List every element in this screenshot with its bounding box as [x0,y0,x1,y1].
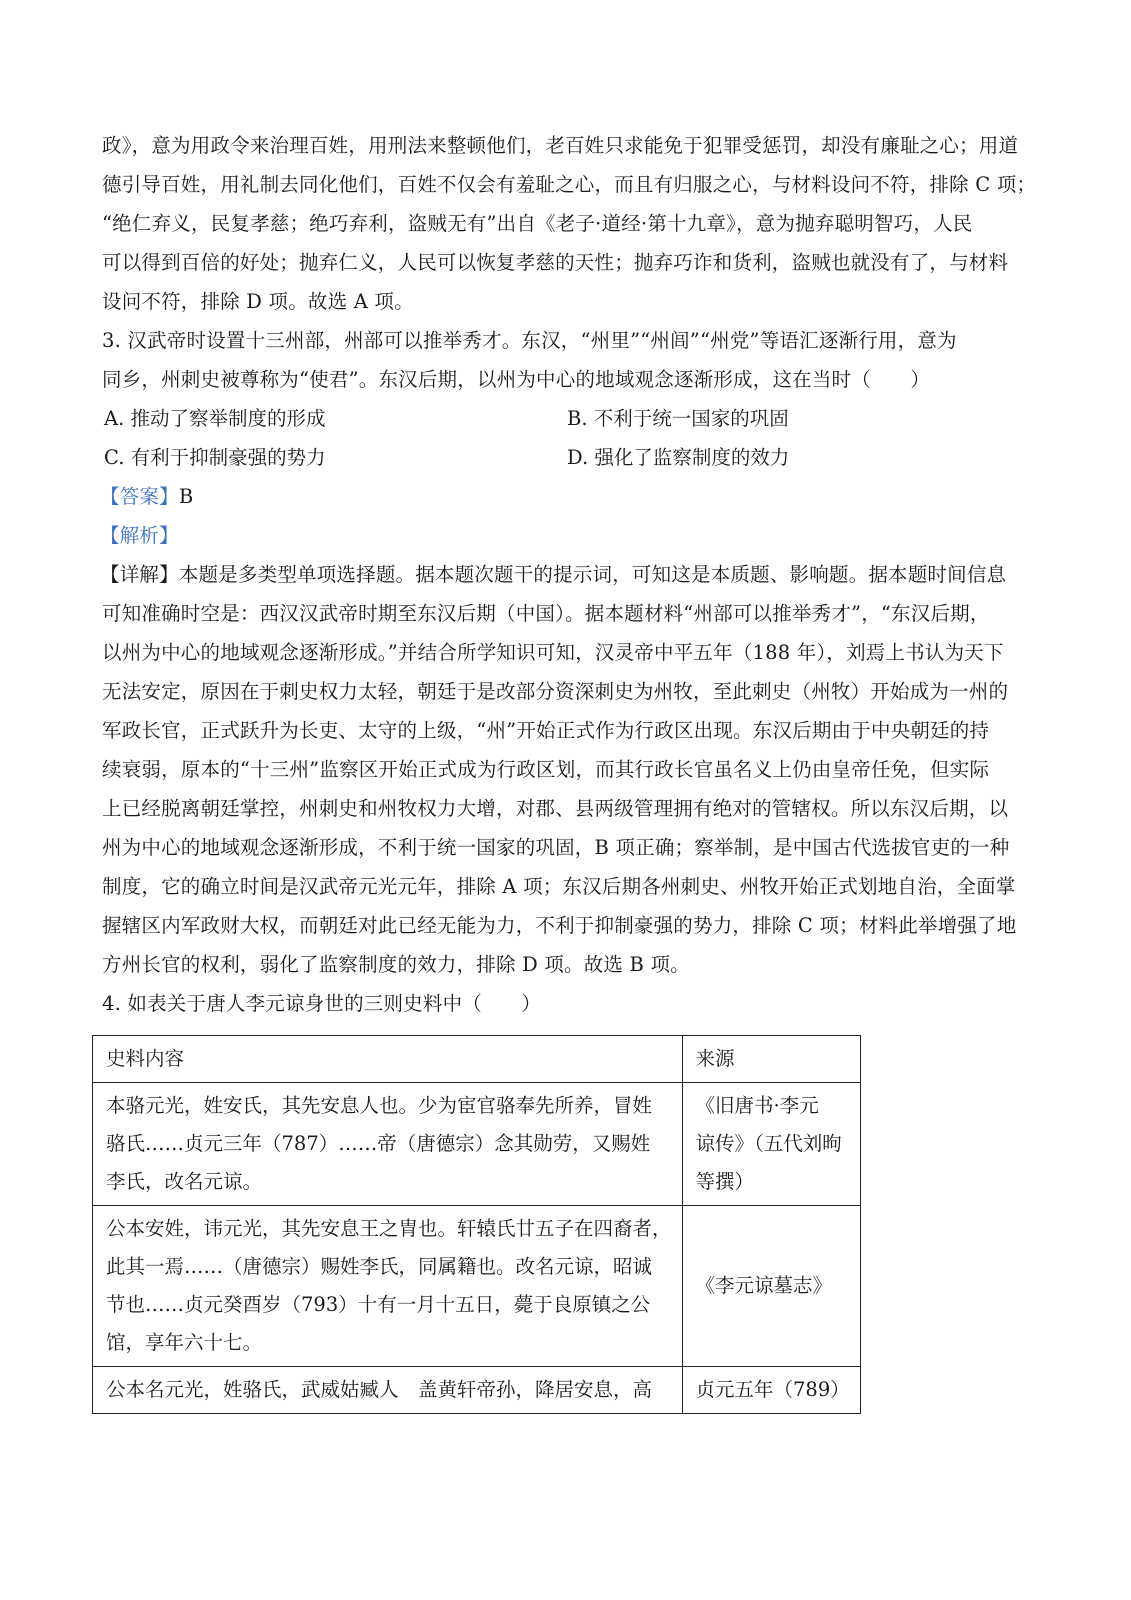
table-row [93,1206,861,1367]
table-cell-source [682,1083,860,1206]
question-3-stem: 同乡，州刺史被尊称为“使君”。东汉后期，以州为中心的地域观念逐渐形成，这在当时（ ） [102,368,931,391]
cell-line: 节也……贞元癸酉岁（793）十有一月十五日，薨于良原镇之公 [106,1293,651,1316]
text-line: “绝仁弃义，民复孝慈；绝巧弃利，盗贼无有”出自《老子·道经·第十九章》，意为抛弃聪明智巧，人民 [102,212,973,235]
cell-line: 谅传》（五代刘昫 [695,1132,842,1155]
table-cell-content [93,1083,683,1206]
table-header-content: 史料内容 [93,1036,683,1083]
source-table [92,1035,861,1414]
analysis-line [100,522,1030,550]
detail-line: 方州长官的权利，弱化了监察制度的效力，排除 D 项。故选 B 项。 [102,953,690,976]
table-header-row [93,1036,861,1083]
table-cell-source [682,1367,860,1414]
detail-line: 制度，它的确立时间是汉武帝元光元年，排除 A 项；东汉后期各州刺史、州牧开始正式划地自治，全面掌 [102,875,1016,898]
text-line: 政》，意为用政令来治理百姓，用刑法来整顿他们，老百姓只求能免于犯罪受惩罚，却没有廉耻之心；用道 [102,134,1019,157]
option-a: A. 推动了察举制度的形成 [104,407,326,430]
text-line: 设问不符，排除 D 项。故选 A 项。 [102,290,414,313]
table-cell-content [93,1206,683,1367]
detail-line: 州为中心的地域观念逐渐形成，不利于统一国家的巩固，B 项正确；察举制，是中国古代选拔官吏的一种 [102,836,1010,859]
detail-line: 无法安定，原因在于刺史权力太轻，朝廷于是改部分资深刺史为州牧，至此刺史（州牧）开始成为一州的 [102,680,1009,703]
option-c: C. 有利于抑制豪强的势力 [104,446,326,469]
table-row [93,1083,861,1206]
cell-line: 贞元五年（789） [695,1378,850,1401]
question-3-stem: 3. 汉武帝时设置十三州部，州部可以推举秀才。东汉，“州里”“州闾”“州党”等语汇逐渐行用，意为 [102,329,957,352]
cell-line: 馆，享年六十七。 [106,1331,263,1354]
detail-line: 上已经脱离朝廷掌控，州刺史和州牧权力大增，对郡、县两级管理拥有绝对的管辖权。所以东汉后期，以 [102,797,1009,820]
text-line: 德引导百姓，用礼制去同化他们，百姓不仅会有羞耻之心，而且有归服之心，与材料设问不符，排除 C 项； [102,173,1037,196]
table-row [93,1367,861,1414]
table-cell-source [682,1206,860,1367]
option-d: D. 强化了监察制度的效力 [567,446,790,469]
cell-line: 《李元谅墓志》 [695,1274,833,1297]
table-cell-content [93,1367,683,1414]
answer-tag: 【答案】 [100,485,179,508]
detail-line [100,561,1030,589]
detail-line: 握辖区内军政财大权，而朝廷对此已经无能为力，不利于抑制豪强的势力，排除 C 项；材料此举增强了地 [102,914,1017,937]
table-header-source: 来源 [682,1036,860,1083]
cell-line: 等撰） [695,1170,755,1193]
cell-line: 《旧唐书·李元 [695,1094,819,1117]
option-b: B. 不利于统一国家的巩固 [567,407,789,430]
detail-line: 可知准确时空是：西汉汉武帝时期至东汉后期（中国）。据本题材料“州部可以推举秀才”，“东汉后期， [102,602,990,625]
cell-line: 此其一焉……（唐德宗）赐姓李氏，同属籍也。改名元谅，昭诚 [106,1255,653,1278]
cell-line: 李氏，改名元谅。 [106,1170,263,1193]
detail-tag: 【详解】 [100,563,179,586]
detail-text: 本题是多类型单项选择题。据本题次题干的提示词，可知这是本质题、影响题。据本题时间信息 [178,563,1007,586]
cell-line: 公本安姓，讳元光，其先安息王之胄也。轩辕氏廿五子在四裔者， [106,1217,672,1240]
answer-line [100,483,1030,511]
analysis-tag: 【解析】 [100,524,179,547]
detail-line: 以州为中心的地域观念逐渐形成。”并结合所学知识可知，汉灵帝中平五年（188 年），刘焉上书认为天下 [102,641,1004,664]
question-4-stem: 4. 如表关于唐人李元谅身世的三则史料中（ ） [102,992,542,1015]
cell-line: 骆氏……贞元三年（787）……帝（唐德宗）念其勋劳，又赐姓 [106,1132,651,1155]
text-line: 可以得到百倍的好处；抛弃仁义，人民可以恢复孝慈的天性；抛弃巧诈和货利，盗贼也就没有了，与材料 [102,251,1009,274]
cell-line: 本骆元光，姓安氏，其先安息人也。少为宦官骆奉先所养，冒姓 [106,1094,653,1117]
detail-line: 军政长官，正式跃升为长吏、太守的上级，“州”开始正式作为行政区出现。东汉后期由于中央朝廷的持 [102,719,990,742]
cell-line: 公本名元光，姓骆氏，武威姑臧人 盖黄轩帝孙，降居安息，高 [106,1378,653,1401]
answer-value: B [178,485,194,508]
detail-line: 续衰弱，原本的“十三州”监察区开始正式成为行政区划，而其行政长官虽名义上仍由皇帝任免，但实际 [102,758,990,781]
